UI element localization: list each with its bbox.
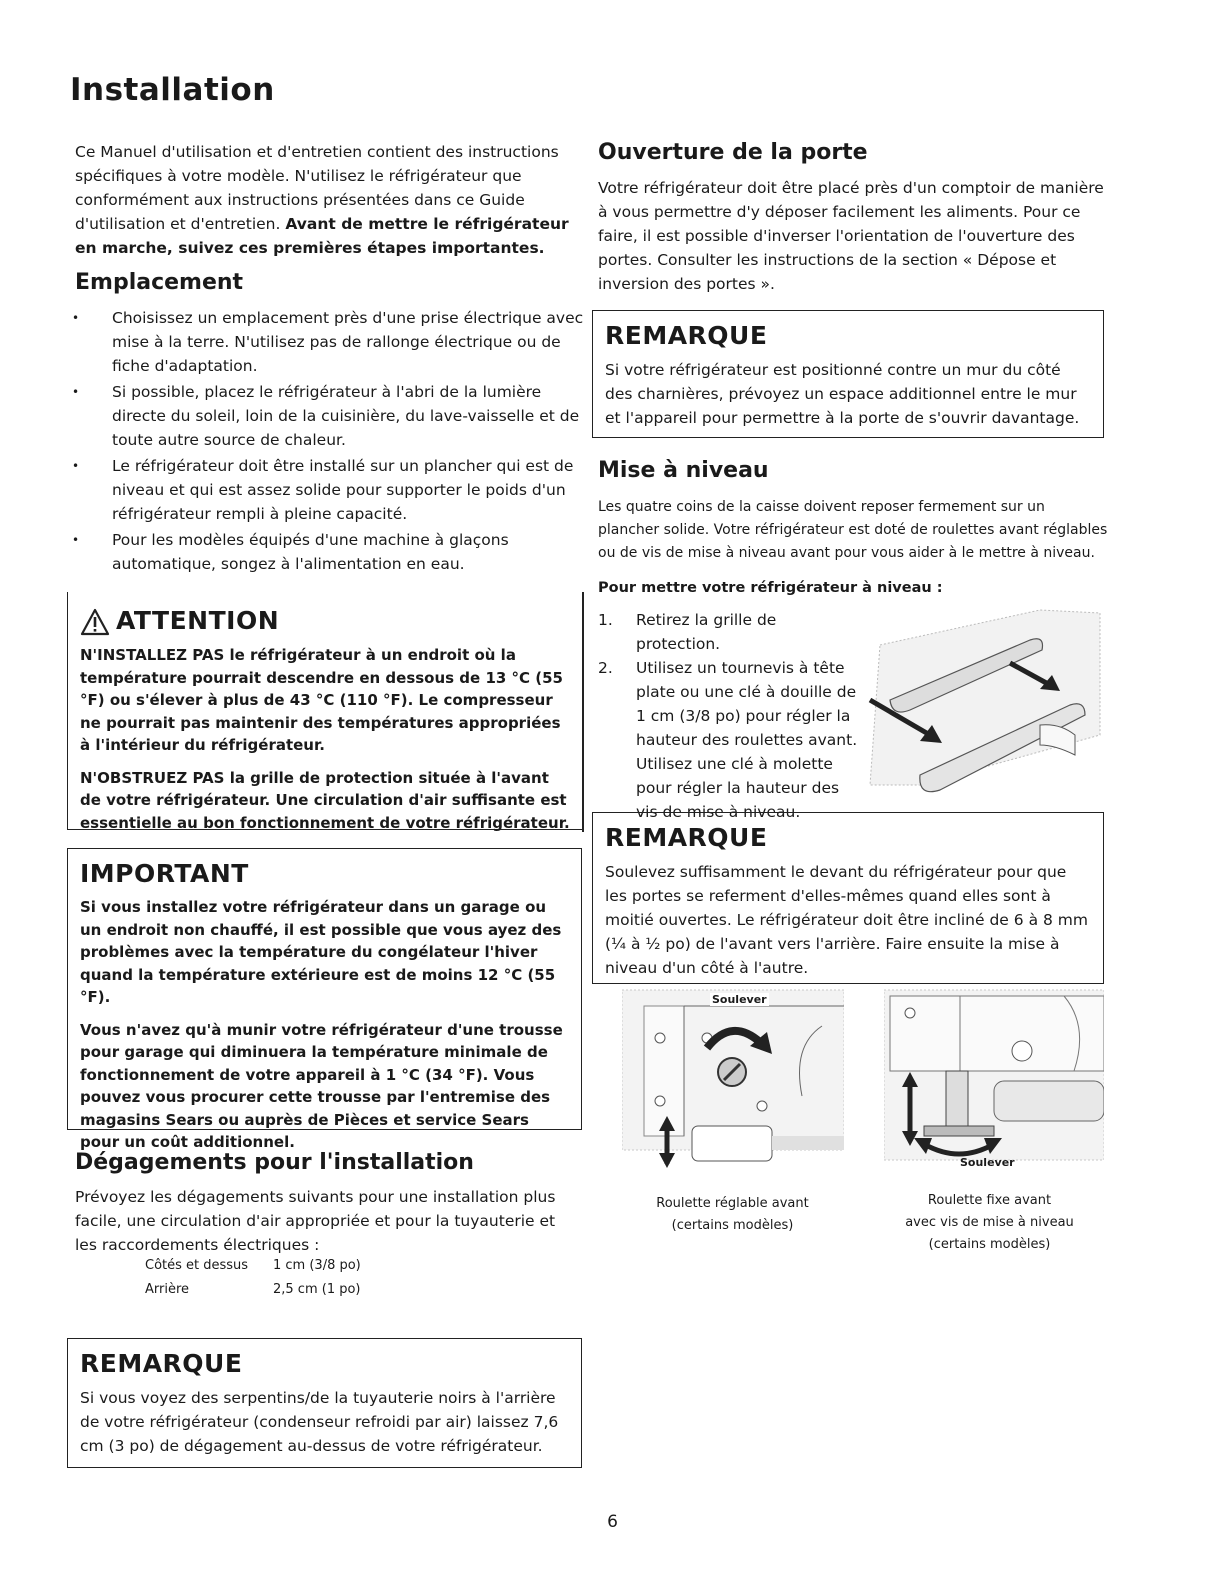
- important-paragraph-2: Vous n'avez qu'à munir votre réfrigérateur d'une trousse pour garage qui diminuera la température minimale de fonctionnement de votre appareil à 1 °C (34 °F). Vous pouvez vous procurer cette trousse par l'entremise des magasins Sears ou auprès de Pièces et service Sears pour un coût additionnel.: [80, 1020, 563, 1151]
- remarque-box-right-2: [592, 812, 1104, 984]
- list-item: [598, 656, 860, 824]
- remarque-heading: REMARQUE: [605, 321, 768, 350]
- important-box: [67, 848, 582, 1151]
- remarque-box-left: [67, 1338, 582, 1468]
- step-text: Utilisez un tournevis à tête plate ou une clé à douille de 1 cm (3/8 po) pour régler la hauteur des roulettes avant. Utilisez une clé à molette pour régler la hauteur des vis de mise à niveau.: [636, 659, 858, 821]
- clearance-table: [145, 1258, 445, 1306]
- caption-fixed-roller: [862, 1190, 1117, 1256]
- table-row: [145, 1282, 445, 1306]
- remarque-heading: REMARQUE: [80, 1349, 243, 1378]
- niveau-heading: Mise à niveau: [598, 458, 769, 483]
- important-heading: IMPORTANT: [80, 859, 249, 888]
- page-number: 6: [607, 1512, 618, 1532]
- degagements-text: Prévoyez les dégagements suivants pour une installation plus facile, une circulation d'air appropriée et pour la tuyauterie et les raccordements électriques :: [75, 1188, 556, 1254]
- table-row: [145, 1258, 445, 1282]
- emplacement-heading: Emplacement: [75, 270, 244, 295]
- figure-label-lift-left: Soulever: [712, 993, 767, 1006]
- step-number: 1.: [598, 611, 613, 629]
- caption-line: Roulette fixe avant: [927, 1193, 1052, 1208]
- list-item: • Pour les modèles équipés d'une machine à glaçons automatique, songez à l'alimentation en eau.: [72, 528, 584, 576]
- caption-adjustable-roller: [610, 1193, 855, 1237]
- attention-paragraph-1: N'INSTALLEZ PAS le réfrigérateur à un endroit où la température pourrait descendre en dessous de 13 °C (55 °F) ou s'élever à plus de 43 °C (110 °F). Le compresseur ne pourrait pas maintenir des températures appropriées à l'intérieur du réfrigérateur.: [80, 646, 563, 754]
- intro-paragraph: [75, 140, 575, 260]
- remarque-heading: REMARQUE: [605, 823, 768, 852]
- ouverture-heading: Ouverture de la porte: [598, 140, 868, 165]
- niveau-steps: [598, 608, 860, 824]
- remarque-text: Si votre réfrigérateur est positionné contre un mur du côté des charnières, prévoyez un espace additionnel entre le mur et l'appareil pour permettre à la porte de s'ouvrir davantage.: [605, 361, 1080, 427]
- important-paragraph-1: Si vous installez votre réfrigérateur dans un garage ou un endroit non chauffé, il est possible que vous ayez des problèmes avec la température du congélateur l'hiver quand la température extérieure est de moins 12 °C (55 °F).: [80, 898, 562, 1006]
- attention-heading-row: [80, 606, 570, 636]
- step-number: 2.: [598, 659, 613, 677]
- warning-triangle-icon: [80, 608, 110, 636]
- degagements-heading: Dégagements pour l'installation: [75, 1150, 474, 1175]
- figure-label-lift-right: Soulever: [960, 1156, 1015, 1169]
- attention-heading: ATTENTION: [116, 606, 280, 635]
- attention-box: [67, 592, 582, 830]
- clearance-value: 2,5 cm (1 po): [273, 1282, 361, 1297]
- grille-removal-illustration: [860, 605, 1108, 805]
- list-item: • Le réfrigérateur doit être installé sur un plancher qui est de niveau et qui est assez solide pour supporter le poids d'un réfrigérateur rempli à pleine capacité.: [72, 454, 584, 526]
- niveau-subheading: Pour mettre votre réfrigérateur à niveau :: [598, 580, 943, 596]
- fixed-roller-illustration: [884, 986, 1104, 1171]
- remarque-text: Soulevez suffisamment le devant du réfrigérateur pour que les portes se referment d'elles-mêmes quand elles sont à moitié ouvertes. Le réfrigérateur doit être incliné de 6 à 8 mm (¼ à ½ po) de l'avant vers l'arrière. Faire ensuite la mise à niveau d'un côté à l'autre.: [605, 863, 1088, 977]
- clearance-value: 1 cm (3/8 po): [273, 1258, 361, 1273]
- emplacement-list: [72, 306, 584, 578]
- caption-line: (certains modèles): [928, 1237, 1051, 1252]
- clearance-label: Côtés et dessus: [145, 1258, 249, 1273]
- page-title: Installation: [70, 72, 275, 108]
- intro-bold: Avant de mettre le réfrigérateur en marche, suivez ces premières étapes importantes.: [75, 215, 569, 257]
- attention-paragraph-2: N'OBSTRUEZ PAS la grille de protection située à l'avant de votre réfrigérateur. Une circulation d'air suffisante est essentielle au bon fonctionnement de votre réfrigérateur.: [80, 768, 570, 832]
- list-item: • Si possible, placez le réfrigérateur à l'abri de la lumière directe du soleil, loin de la cuisinière, du lave-vaisselle et de toute autre source de chaleur.: [72, 380, 584, 452]
- step-text: Retirez la grille de protection.: [636, 611, 777, 653]
- adjustable-roller-illustration: [622, 986, 844, 1171]
- remarque-text: Si vous voyez des serpentins/de la tuyauterie noirs à l'arrière de votre réfrigérateur (condenseur refroidi par air) laissez 7,6 cm (3 po) de dégagement au-dessus de votre réfrigérateur.: [80, 1389, 559, 1455]
- clearance-label: Arrière: [145, 1282, 190, 1297]
- intro-text: Ce Manuel d'utilisation et d'entretien contient des instructions spécifiques à votre modèle. N'utilisez le réfrigérateur que conformément aux instructions présentées dans ce Guide d'utilisation et d'entretien.: [75, 143, 559, 233]
- remarque-box-right-1: [592, 310, 1104, 438]
- caption-line: Roulette réglable avant: [656, 1196, 809, 1211]
- caption-line: avec vis de mise à niveau: [905, 1215, 1074, 1230]
- caption-line: (certains modèles): [671, 1218, 794, 1233]
- list-item: [598, 608, 860, 656]
- ouverture-text: Votre réfrigérateur doit être placé près d'un comptoir de manière à vous permettre d'y déposer facilement les aliments. Pour ce faire, il est possible d'inverser l'orientation de l'ouverture des portes. Consulter les instructions de la section « Dépose et inversion des portes ».: [598, 179, 1104, 293]
- list-item: • Choisissez un emplacement près d'une prise électrique avec mise à la terre. N'utilisez pas de rallonge électrique ou de fiche d'adaptation.: [72, 306, 584, 378]
- niveau-text: Les quatre coins de la caisse doivent reposer fermement sur un plancher solide. Votre réfrigérateur est doté de roulettes avant réglables ou de vis de mise à niveau avant pour vous aider à le mettre à niveau.: [598, 499, 1108, 561]
- attention-right-rule: [582, 592, 584, 832]
